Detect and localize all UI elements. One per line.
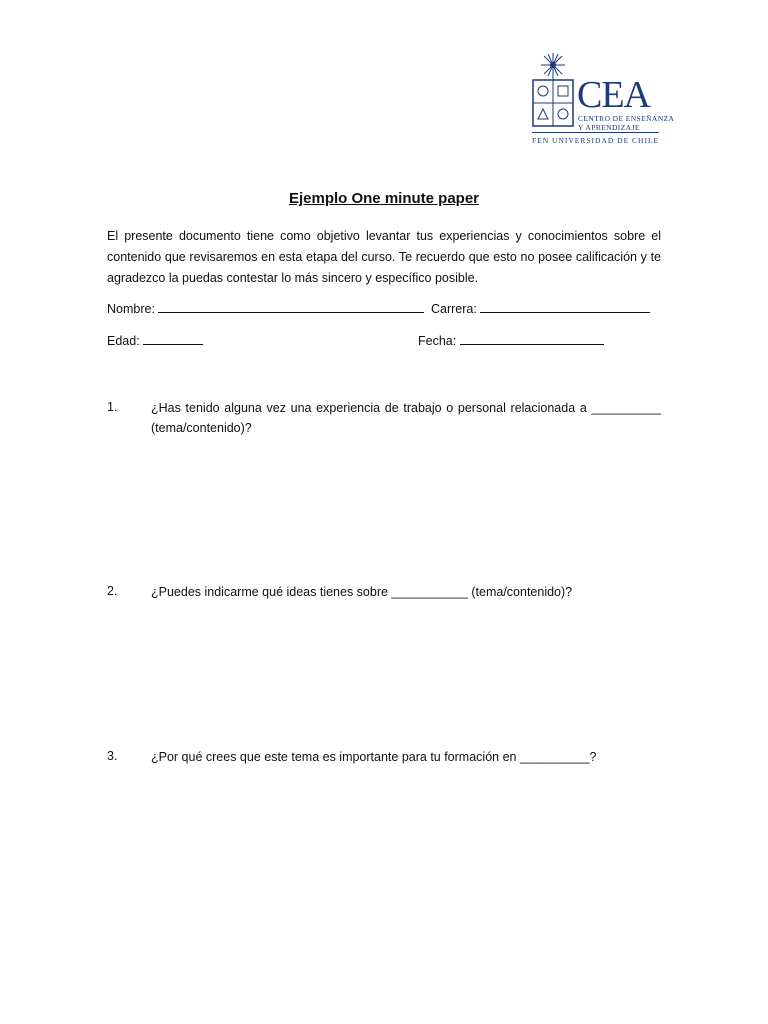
edad-blank[interactable] (143, 333, 203, 345)
question-2-number: 2. (107, 584, 118, 598)
cea-logo (532, 52, 675, 147)
intro-paragraph: El presente documento tiene como objetivo levantar tus experiencias y conocimientos sobre el contenido que revisaremos en esta etapa del curso. Te recuerdo que esto no posee calificación y te agradezco la puedas contestar lo más sincero y específico posible. (107, 229, 661, 285)
logo-divider (532, 132, 659, 133)
carrera-blank[interactable] (480, 301, 650, 313)
question-1-text: ¿Has tenido alguna vez una experiencia de trabajo o personal relacionada a __________ (tema/contenido)? (151, 401, 661, 435)
logo-subtitle-line1: CENTRO DE ENSEÑANZA (578, 114, 675, 123)
carrera-field (431, 301, 650, 316)
question-2-text: ¿Puedes indicarme qué ideas tienes sobre ___________ (tema/contenido)? (151, 585, 573, 599)
question-3-text: ¿Por qué crees que este tema es importante para tu formación en __________? (151, 750, 597, 764)
sun-star-icon (538, 52, 568, 78)
nombre-blank[interactable] (158, 301, 424, 313)
document-title: Ejemplo One minute paper (288, 190, 480, 207)
edad-field (107, 333, 203, 348)
nombre-field (107, 301, 424, 316)
shield-crest-icon (532, 74, 574, 128)
question-1-number: 1. (107, 400, 118, 414)
logo-wordmark: CEA (577, 74, 650, 116)
logo-subtitle-line2: Y APRENDIZAJE (578, 123, 640, 132)
question-3-number: 3. (107, 749, 118, 763)
carrera-label: Carrera: (431, 302, 477, 316)
fecha-field (418, 333, 604, 348)
edad-label: Edad: (107, 334, 140, 348)
nombre-label: Nombre: (107, 302, 155, 316)
logo-institution: FEN UNIVERSIDAD DE CHILE (532, 136, 660, 145)
fecha-blank[interactable] (460, 333, 604, 345)
fecha-label: Fecha: (418, 334, 457, 348)
